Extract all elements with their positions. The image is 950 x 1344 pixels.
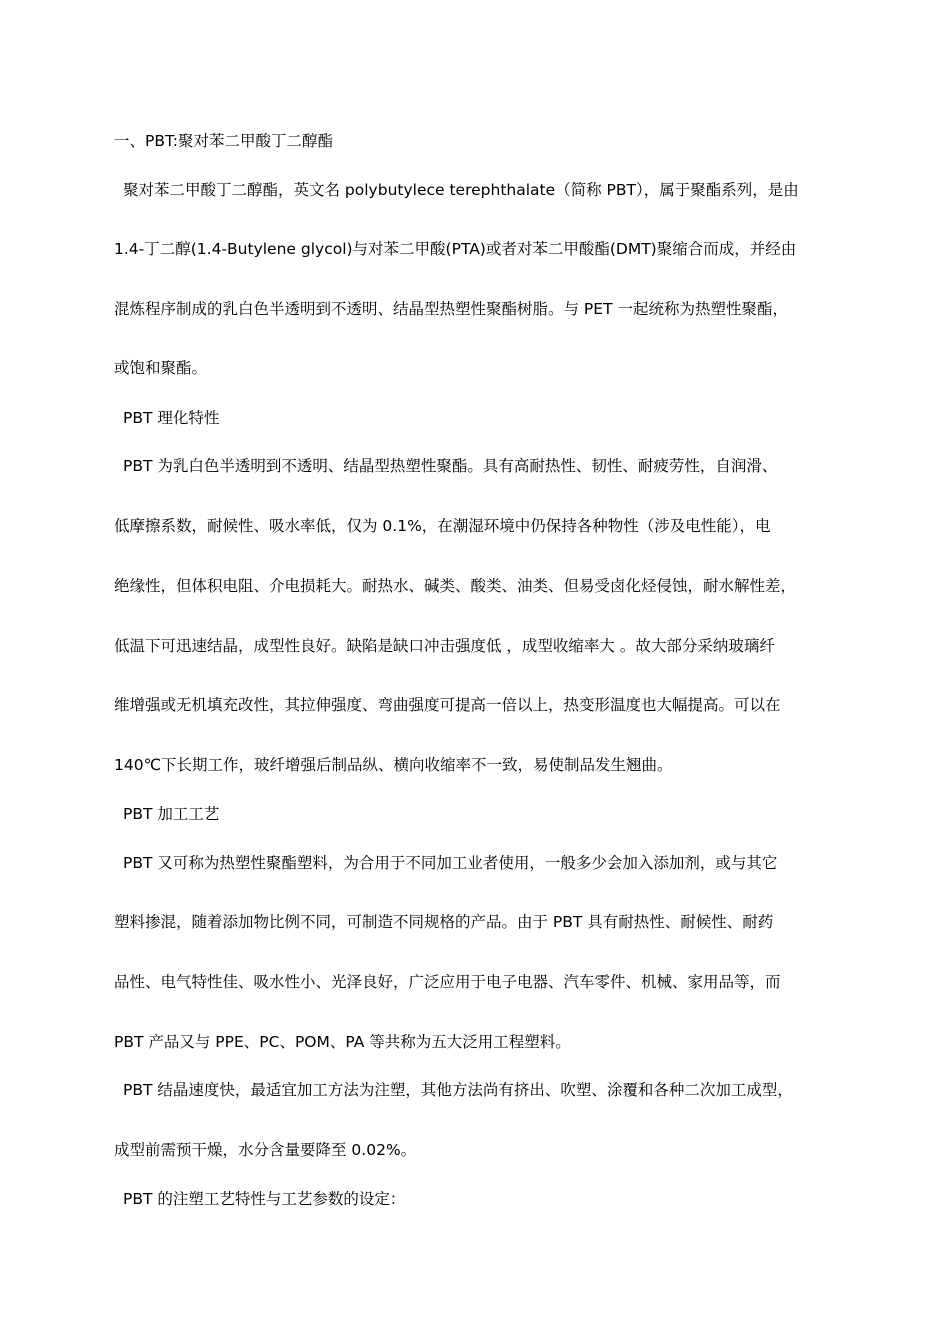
- paragraph-line: PBT 结晶速度快，最适宜加工方法为注塑，其他方法尚有挤出、吹塑、涂覆和各种二次加工成型，: [123, 1081, 793, 1099]
- subsection-heading: PBT 理化特性: [123, 409, 220, 427]
- paragraph-line: 绝缘性，但体积电阻、介电损耗大。耐热水、碱类、酸类、油类、但易受卤化烃侵蚀，耐水解性差，: [114, 577, 797, 595]
- paragraph-line: PBT 又可称为热塑性聚酯塑料，为合用于不同加工业者使用，一般多少会加入添加剂，或与其它: [123, 854, 778, 872]
- paragraph-line: 140℃下长期工作，玻纤增强后制品纵、横向收缩率不一致，易使制品发生翘曲。: [114, 756, 673, 774]
- paragraph-line: PBT 的注塑工艺特性与工艺参数的设定：: [123, 1190, 406, 1208]
- paragraph-line: 1.4-丁二醇(1.4-Butylene glycol)与对苯二甲酸(PTA)或者对苯二甲酸酯(DMT)聚缩合而成，并经由: [114, 240, 797, 258]
- paragraph-line: PBT 为乳白色半透明到不透明、结晶型热塑性聚酯。具有高耐热性、韧性、耐疲劳性，自润滑、: [123, 457, 778, 475]
- paragraph-line: 聚对苯二甲酸丁二醇酯，英文名 polybutylece terephthalate（简称 PBT），属于聚酯系列，是由: [123, 181, 799, 199]
- paragraph-line: 或饱和聚酯。: [114, 359, 208, 377]
- paragraph-line: 低摩擦系数，耐候性、吸水率低，仅为 0.1%，在潮湿环境中仍保持各种物性（涉及电性能），电: [114, 517, 771, 535]
- paragraph-line: 品性、电气特性佳、吸水性小、光泽良好，广泛应用于电子电器、汽车零件、机械、家用品等，而: [114, 973, 781, 991]
- paragraph-line: 混炼程序制成的乳白色半透明到不透明、结晶型热塑性聚酯树脂。与 PET 一起统称为热塑性聚酯，: [114, 300, 788, 318]
- paragraph-line: 维增强或无机填充改性，其拉伸强度、弯曲强度可提高一倍以上，热变形温度也大幅提高。可以在: [114, 696, 781, 714]
- paragraph-line: PBT 产品又与 PPE、PC、POM、PA 等共称为五大泛用工程塑料。: [114, 1033, 571, 1051]
- paragraph-line: 低温下可迅速结晶，成型性良好。缺陷是缺口冲击强度低 ，成型收缩率大 。故大部分采纳玻璃纤: [114, 637, 775, 655]
- section-heading: 一、PBT:聚对苯二甲酸丁二醇酯: [114, 132, 333, 150]
- paragraph-line: 塑料掺混，随着添加物比例不同，可制造不同规格的产品。由于 PBT 具有耐热性、耐候性、耐药: [114, 913, 774, 931]
- subsection-heading: PBT 加工工艺: [123, 805, 220, 823]
- paragraph-line: 成型前需预干燥，水分含量要降至 0.02%。: [114, 1141, 417, 1159]
